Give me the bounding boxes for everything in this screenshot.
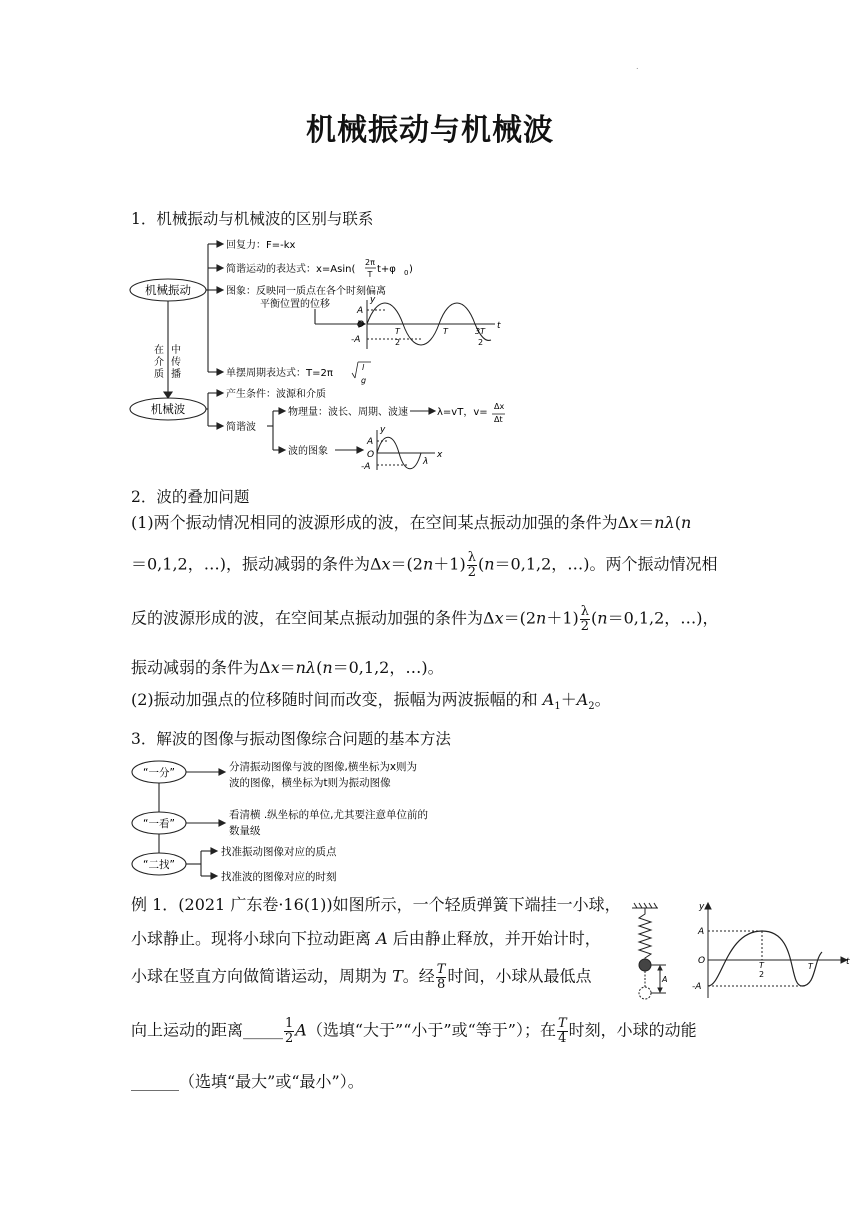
ex1-l3-fraction — [436, 963, 447, 991]
fig-spring-a: A — [662, 975, 668, 984]
pendulum-num: l — [362, 363, 365, 372]
medium-char-4: 中 — [171, 345, 181, 356]
s2-p3-c: ＋1) — [546, 608, 579, 628]
ex1-line-1: 例 1．(2021 广东卷·16(1))如图所示，一个轻质弹簧下端挂一小球， — [131, 895, 621, 914]
node-wave-label: 机械波 — [150, 402, 186, 416]
ex1-line-3 — [131, 963, 591, 991]
s2-p1-n: n — [680, 513, 692, 532]
s2-p2-a: ＝0,1,2，…)，振动减弱的条件为Δ — [131, 554, 382, 574]
medium-char-1: 在 — [154, 345, 164, 356]
s2-p4-a: 振动减弱的条件为Δ — [131, 658, 271, 677]
s2-line-4 — [131, 660, 444, 676]
s2-p5-end: 。 — [594, 690, 611, 709]
spring-oscillation-figure — [622, 900, 854, 1005]
g1-3t2-num: 3T — [475, 327, 485, 336]
s2-p2-fden: 2 — [467, 564, 476, 580]
medium-char-3: 质 — [154, 369, 164, 380]
s2-p3-fden: 2 — [580, 618, 590, 634]
fig-t-axis: t — [846, 957, 850, 967]
g2-o-label: O — [367, 450, 375, 460]
s2-p3-fnum: λ — [580, 604, 590, 619]
s2-p2-b: ＝(2 — [390, 554, 423, 574]
method-node-2: “一看” — [143, 818, 175, 830]
g1-t-label: T — [443, 327, 448, 336]
ex1-l4-fnum: 1 — [285, 1016, 294, 1031]
ex1-l2-A: A — [376, 929, 388, 948]
wave-relation-num: Δx — [494, 402, 505, 411]
s2-p2-x: x — [381, 554, 391, 574]
vibration-graph — [351, 295, 501, 349]
ex1-l4-fraction-quarter — [557, 1017, 568, 1045]
image-desc-2: 平衡位置的位移 — [260, 299, 330, 310]
node-vibration-label: 机械振动 — [145, 283, 191, 297]
s2-p3-e: ＝0,1,2，…)， — [607, 608, 719, 628]
ex1-l3-fnum: T — [436, 962, 446, 977]
wave-condition-label: 产生条件：波源和介质 — [226, 389, 326, 400]
ex1-l2-b: 后由静止释放，并开始计时， — [387, 929, 601, 948]
g1-nega-label: -A — [351, 335, 361, 345]
ex1-l3-c: 时间，小球从最低点 — [447, 966, 592, 986]
g1-t2-den: 2 — [395, 338, 401, 347]
s2-p5-sub1: 1 — [554, 701, 561, 713]
s2-line-1 — [131, 515, 691, 531]
section-1-heading: 1．机械振动与机械波的区别与联系 — [131, 210, 374, 228]
s2-p3-b: ＝(2 — [503, 608, 537, 628]
s2-p4-n: n — [322, 658, 333, 677]
method-text-2b: 数量级 — [229, 825, 261, 837]
pendulum-den: g — [361, 376, 367, 385]
method-text-2a: 看清横 .纵坐标的单位,尤其要注意单位前的 — [229, 809, 429, 821]
ex1-l2-a: 小球静止。现将小球向下拉动距离 — [131, 929, 377, 948]
g1-y-label: y — [370, 295, 376, 305]
answer-blank-2[interactable]: ______ — [131, 1072, 179, 1091]
method-flow-diagram — [125, 755, 465, 885]
ex1-l4-A: A — [295, 1020, 307, 1040]
shm-expression-b: t+φ — [377, 264, 396, 275]
wave-quantities-label: 物理量：波长、周期、波速 — [288, 407, 408, 418]
medium-char-6: 播 — [171, 369, 181, 380]
method-text-3b: 找准波的图像对应的时刻 — [221, 871, 337, 883]
ex1-l3-fden: 8 — [436, 976, 446, 992]
ex1-l4-fraction-half — [284, 1017, 294, 1045]
g2-a-label: A — [367, 437, 374, 447]
pendulum-period-a: 单摆周期表达式：T=2π — [226, 368, 333, 379]
shm-expression-c: ) — [409, 264, 413, 275]
fig-nega-label: -A — [692, 982, 702, 992]
s2-p3-d: ( — [591, 608, 598, 628]
method-text-3a: 找准振动图像对应的质点 — [221, 846, 337, 858]
wave-relation-den: Δt — [494, 415, 503, 424]
fig-t2-num: T — [759, 961, 764, 970]
ex1-l3-a: 小球在竖直方向做简谐运动，周期为 — [131, 966, 393, 986]
s2-p1-x: x — [629, 513, 639, 532]
wave-relation-a: λ=vT，v= — [437, 407, 488, 418]
s2-line-5 — [131, 692, 611, 712]
medium-char-2: 介 — [154, 357, 164, 368]
fig-t-label: T — [808, 962, 813, 971]
g1-a-label: A — [357, 306, 364, 316]
s2-p1-a: (1)两个振动情况相同的波源形成的波，在空间某点振动加强的条件为Δ — [131, 513, 630, 532]
s2-p4-x: x — [270, 658, 280, 677]
s2-p2-c: ＋1) — [433, 554, 466, 574]
fig-o-label: O — [698, 956, 706, 966]
section-3-heading: 3．解波的图像与振动图像综合问题的基本方法 — [131, 730, 451, 748]
ex1-l4-b: （选填“大于”“小于”或“等于”）；在 — [306, 1020, 556, 1040]
s2-p3-fraction — [580, 605, 590, 633]
s2-p4-c: ( — [316, 658, 323, 677]
fig-t2-den: 2 — [759, 970, 765, 979]
s2-p2-n2: n — [484, 554, 495, 574]
image-desc-1: 图象：反映同一质点在各个时刻偏离 — [226, 286, 386, 297]
g2-y-label: y — [380, 425, 386, 435]
s2-p2-fraction — [467, 551, 477, 579]
shm-expression-sub: 0 — [404, 269, 409, 277]
g1-3t2-den: 2 — [478, 338, 484, 347]
s2-line-2 — [131, 551, 718, 579]
ex1-line-2 — [131, 931, 601, 947]
wave-image-label: 波的图象 — [288, 446, 328, 457]
ex1-line-4 — [131, 1017, 697, 1045]
s2-p1-c: ( — [674, 513, 681, 532]
s2-p2-fnum: λ — [467, 550, 476, 565]
shm-expression-num: 2π — [365, 258, 375, 267]
g2-nega-label: -A — [361, 462, 371, 472]
page-title: 机械振动与机械波 — [306, 113, 554, 148]
ex1-l4-c: 时刻，小球的动能 — [568, 1020, 697, 1040]
s2-p5-A2: A — [576, 690, 589, 709]
restoring-force-label: 回复力：F=-kx — [226, 240, 296, 251]
s2-p3-x: x — [494, 608, 504, 628]
wave-graph — [361, 425, 443, 472]
method-node-3: “二找” — [143, 859, 175, 871]
g2-x-axis: x — [437, 450, 443, 460]
header-dot: . — [636, 62, 639, 71]
ex1-l4-a: 向上运动的距离 — [131, 1020, 244, 1040]
shm-expression-den: T — [367, 270, 373, 279]
s2-p5-plus: ＋ — [560, 690, 577, 709]
section-2-heading: 2．波的叠加问题 — [131, 488, 250, 506]
g1-t2-num: T — [395, 327, 400, 336]
s2-p5-a: (2)振动加强点的位移随时间而改变，振幅为两波振幅的和 — [131, 690, 543, 709]
answer-blank-1[interactable]: _____ — [243, 1020, 284, 1040]
s2-p3-a: 反的波源形成的波，在空间某点振动加强的条件为Δ — [131, 608, 495, 628]
s2-p2-d: ( — [477, 554, 485, 574]
s2-p5-A1: A — [542, 690, 555, 709]
s2-p2-n: n — [422, 554, 434, 574]
s2-p1-b: ＝ — [638, 513, 655, 532]
s2-line-3 — [131, 605, 719, 633]
method-text-1b: 波的图像，横坐标为t则为振动图像 — [229, 777, 391, 789]
method-node-1: “一分” — [143, 767, 175, 779]
s2-p1-nl: nλ — [654, 513, 675, 532]
g2-lambda-label: λ — [423, 457, 429, 467]
fig-a-label: A — [698, 927, 705, 937]
g1-o-label: O — [357, 320, 365, 330]
ex1-l4-fden2: 4 — [558, 1030, 567, 1046]
s2-p3-n2: n — [597, 608, 608, 628]
g1-t-axis: t — [497, 321, 501, 331]
s2-p4-b: ＝ — [279, 658, 296, 677]
ex1-l5-a: （选填“最大”或“最小”）。 — [179, 1072, 364, 1091]
shm-expression-a: 简谐运动的表达式：x=Asin( — [226, 264, 356, 275]
s2-p5-sub2: 2 — [588, 701, 595, 713]
s2-p4-nl: nλ — [295, 658, 317, 677]
ex1-l4-fden: 2 — [285, 1030, 294, 1046]
ex1-line-5 — [131, 1074, 364, 1090]
ex1-l3-T: T — [392, 966, 403, 986]
s2-p3-n: n — [536, 608, 547, 628]
ex1-l3-b: 。经 — [402, 966, 435, 986]
fig-y-label: y — [699, 902, 705, 912]
medium-char-5: 传 — [171, 357, 181, 368]
method-text-1a: 分清振动图像与波的图像,横坐标为x则为 — [229, 761, 418, 773]
vibration-wave-concept-map — [125, 232, 510, 472]
ex1-l4-fnum2: T — [557, 1016, 567, 1031]
s2-p2-e: ＝0,1,2，…)。两个振动情况相 — [494, 554, 718, 574]
s2-p4-d: ＝0,1,2，…)。 — [332, 658, 444, 677]
harmonic-wave-label: 简谐波 — [226, 422, 256, 433]
